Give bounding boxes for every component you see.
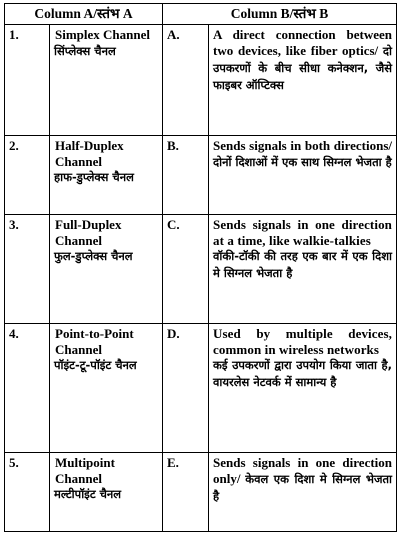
column-a-english: Half-Duplex Channel [55,138,124,169]
row-letter: C. [163,215,209,324]
column-b-header: Column B/स्तंभ B [163,4,397,25]
column-a-hindi: फुल-डुप्लेक्स चैनल [54,249,133,264]
table-row [5,453,397,532]
column-b-english: Sends signals in both directions/ [213,138,393,153]
column-b-hindi: कई उपकरणों द्वारा उपयोग किया जाता है, वायरलेस नेटवर्क में सामान्य है [213,358,393,390]
column-b-item [209,25,397,136]
column-b-item [209,453,397,532]
column-b-hindi: वॉकी-टॉकी की तरह एक बार में एक दिशा मे सिग्नल भेजता है [213,249,393,281]
column-a-english: Simplex Channel [55,27,150,42]
column-b-english: A direct connection between two devices, like fiber optics/ [213,27,393,58]
row-number: 2. [5,136,50,215]
column-b-item [209,324,397,453]
column-a-item [50,215,163,324]
column-b-english: Sends signals in one direction only/ [213,455,393,486]
row-number: 5. [5,453,50,532]
column-a-item [50,136,163,215]
table-row [5,25,397,136]
column-a-english: Point-to-Point Channel [55,326,134,357]
table-row [5,215,397,324]
row-letter: A. [163,25,209,136]
column-a-item [50,453,163,532]
column-a-header: Column A/स्तंभ A [5,4,163,25]
row-number: 1. [5,25,50,136]
column-b-english: Used by multiple devices, common in wireless networks [213,326,393,357]
column-b-item [209,215,397,324]
row-letter: B. [163,136,209,215]
match-the-following-table [4,3,397,532]
column-b-hindi: दो उपकरणों के बीच सीधा कनेक्शन, जैसे फाइबर ऑप्टिक्स [213,43,393,92]
column-a-item [50,324,163,453]
table-row [5,324,397,453]
table-header-row [5,4,397,25]
row-number: 3. [5,215,50,324]
column-a-hindi: सिंप्लेक्स चैनल [54,43,116,58]
column-a-hindi: मल्टीपॉइंट चैनल [54,487,122,502]
column-b-english: Sends signals in one direction at a time, like walkie-talkies [213,217,393,248]
column-b-hindi: दोनों दिशाओं में एक साथ सिग्नल भेजता है [213,154,392,169]
row-letter: D. [163,324,209,453]
column-b-item [209,136,397,215]
column-a-hindi: पॉइंट-टू-पॉइंट चैनल [54,358,137,373]
row-letter: E. [163,453,209,532]
column-a-item [50,25,163,136]
column-b-hindi: केवल एक दिशा मे सिग्नल भेजता है [213,471,393,503]
column-a-hindi: हाफ-डुप्लेक्स चैनल [54,170,134,185]
column-a-english: Multipoint Channel [55,455,115,486]
table-row [5,136,397,215]
column-a-english: Full-Duplex Channel [55,217,122,248]
row-number: 4. [5,324,50,453]
